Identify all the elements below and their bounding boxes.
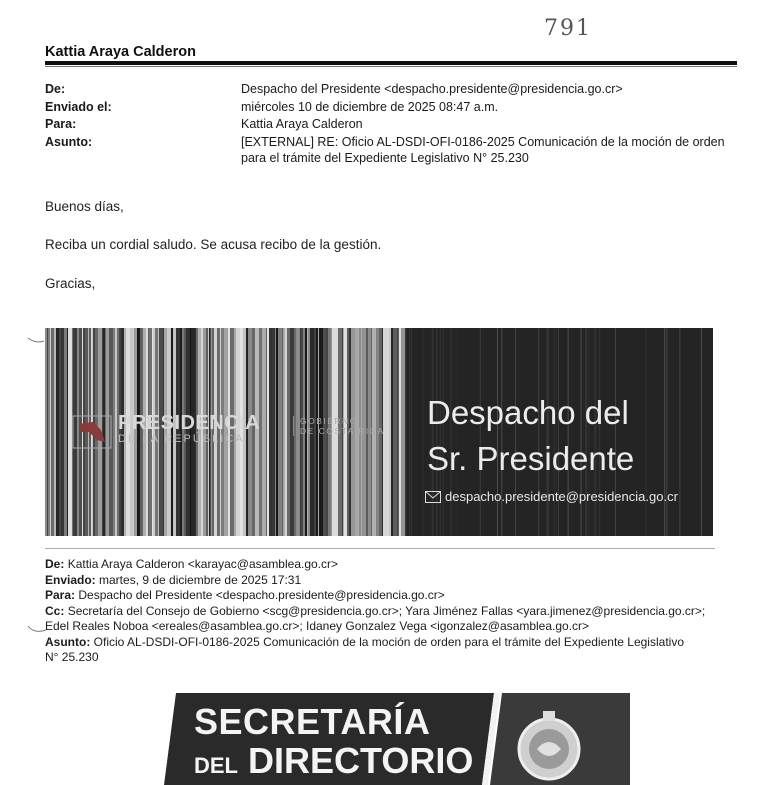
- sent-label: Enviado el:: [45, 99, 112, 114]
- sent-value: miércoles 10 de diciembre de 2025 08:47 a.m.: [241, 99, 499, 114]
- secretaria-line-2: [194, 740, 473, 782]
- fwd-cc-value: Secretaría del Consejo de Gobierno <scg@presidencia.go.cr>; Yara Jiménez Fallas <yara.jimenez@presidencia.go.cr>;: [67, 603, 706, 618]
- fwd-cc-row: [45, 604, 745, 620]
- logo-gob-line-2: DE COSTA RICA: [300, 426, 385, 436]
- fwd-sent-label: Enviado:: [45, 572, 96, 587]
- logo-gob-line-1: GOBIERNO: [300, 416, 358, 426]
- logo-gobierno-text: [293, 416, 385, 436]
- secretaria-line-2-main: DIRECTORIO: [248, 740, 474, 781]
- from-value: Despacho del Presidente <despacho.presidente@presidencia.go.cr>: [241, 82, 623, 96]
- mailbox-owner-name: Kattia Araya Calderon: [45, 44, 196, 60]
- fwd-cc-row-2: Edel Reales Noboa <ereales@asamblea.go.cr>; Idaney Gonzalez Vega <igonzalez@asamblea.go.cr>: [45, 619, 590, 633]
- fwd-to-label: Para:: [45, 588, 76, 602]
- fwd-to-row: [45, 588, 745, 604]
- greeting: Buenos días,: [45, 199, 124, 214]
- secretaria-line-1: SECRETARÍA: [194, 701, 431, 742]
- fwd-sent-row: [45, 573, 745, 589]
- coat-of-arms-icon: [509, 705, 589, 785]
- scan-mark: [26, 336, 46, 346]
- banner-title-line-1: Despacho del: [427, 394, 629, 431]
- fwd-sent-value: martes, 9 de diciembre de 2025 17:31: [99, 572, 302, 587]
- secretaria-banner: [164, 693, 630, 785]
- signature-banner: [45, 328, 713, 536]
- secretaria-line-2-prefix: DEL: [194, 753, 238, 778]
- banner-title-line-2: Sr. Presidente: [427, 440, 635, 477]
- forward-separator: [45, 548, 715, 549]
- closing: Gracias,: [45, 276, 96, 291]
- from-label: De:: [45, 82, 66, 96]
- banner-email-text[interactable]: despacho.presidente@presidencia.go.cr: [445, 489, 678, 504]
- logo-sub-text: DE LA REPÚBLICA: [118, 433, 245, 445]
- fwd-subject-label: Asunto:: [45, 634, 91, 649]
- subject-line-1: [EXTERNAL] RE: Oficio AL-DSDI-OFI-0186-2025 Comunicación de la moción de orden: [241, 134, 725, 149]
- header-divider: [45, 61, 737, 65]
- fwd-to-value: Despacho del Presidente <despacho.presidente@presidencia.go.cr>: [78, 588, 445, 602]
- subject-label: Asunto:: [45, 134, 93, 149]
- logo-main-text: PRESIDENCIA: [118, 412, 261, 434]
- fwd-subject-row: [45, 635, 745, 651]
- presidencia-logo: [71, 412, 411, 452]
- fwd-cc-label: Cc:: [45, 603, 65, 618]
- fwd-subject-row-2: N° 25.230: [45, 650, 99, 664]
- fwd-from-value: Kattia Araya Calderon <karayac@asamblea.go.cr>: [67, 557, 339, 571]
- banner-email[interactable]: [425, 489, 678, 504]
- to-label: Para:: [45, 117, 77, 131]
- subject-value: [241, 134, 745, 167]
- fwd-from-row: [45, 557, 745, 573]
- to-value: Kattia Araya Calderon: [241, 117, 363, 131]
- page-number-stamp: 791: [544, 16, 592, 41]
- header-divider-thin: [45, 66, 737, 67]
- forwarded-header: [45, 557, 745, 666]
- banner-title: [427, 390, 634, 482]
- fwd-from-label: De:: [45, 557, 65, 571]
- fwd-subject-value: Oficio AL-DSDI-OFI-0186-2025 Comunicación de la moción de orden para el trámite del Expediente Legislativo: [93, 634, 684, 649]
- email-header: [45, 81, 745, 167]
- costa-rica-map-icon: [71, 412, 113, 452]
- subject-line-2: para el trámite del Expediente Legislativo N° 25.230: [241, 151, 529, 165]
- message: Reciba un cordial saludo. Se acusa recibo de la gestión.: [45, 237, 382, 252]
- envelope-icon: [425, 491, 441, 503]
